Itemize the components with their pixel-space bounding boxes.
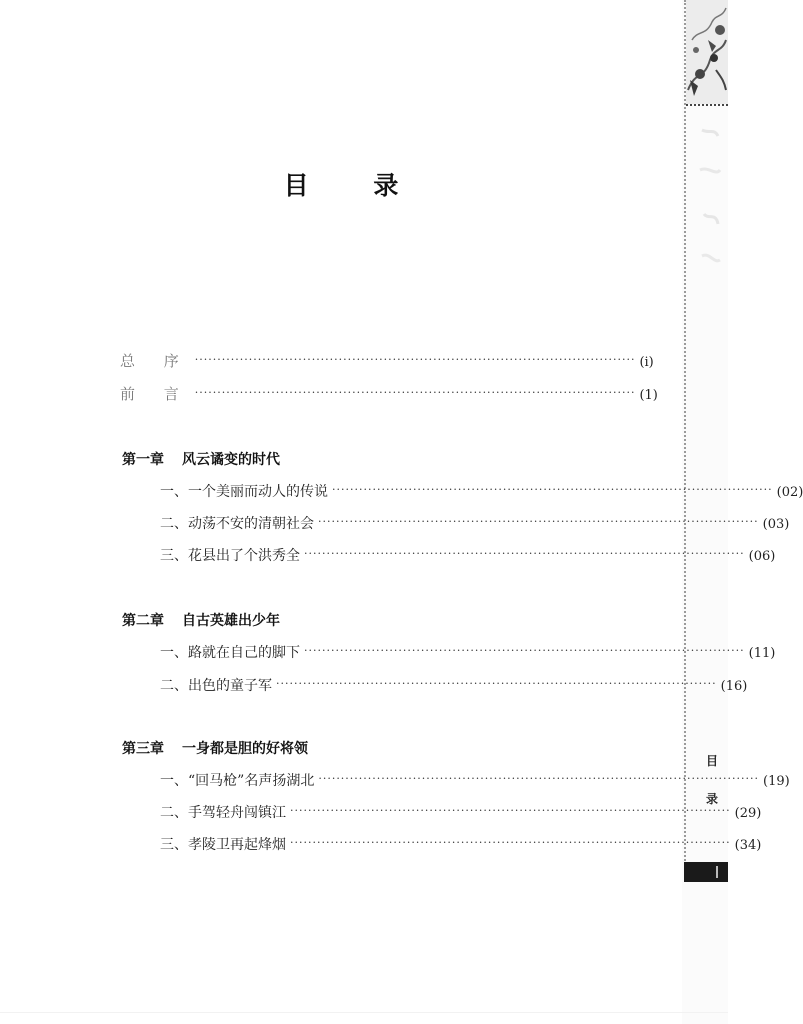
toc-entry-label: 二、出色的童子军 — [160, 678, 272, 694]
margin-label-top: 目 — [705, 754, 718, 768]
chapter-number: 第一章 — [122, 452, 164, 468]
toc-section-1-2[interactable] — [160, 513, 790, 533]
page-title: 目 录 — [283, 171, 427, 200]
margin-page-tab — [684, 862, 728, 882]
dot-leader: ·································································································· — [318, 772, 759, 785]
toc-entry-label: 一、“回马枪”名声扬湖北 — [160, 773, 315, 789]
dot-leader: ·································································································· — [290, 836, 731, 849]
toc-entry-page: (11) — [748, 646, 776, 661]
dot-leader: ·································································································· — [194, 353, 636, 366]
toc-entry-label: 二、手驾轻舟闯镇江 — [160, 805, 286, 821]
dot-leader: ·································································································· — [318, 515, 759, 528]
toc-entry-label: 一、一个美丽而动人的传说 — [160, 484, 328, 500]
toc-entry-page: (1) — [639, 388, 658, 403]
chapter-number: 第二章 — [122, 613, 164, 629]
toc-section-1-1[interactable] — [160, 481, 803, 501]
dot-leader: ·································································································· — [276, 677, 717, 690]
toc-entry-label: 三、花县出了个洪秀全 — [160, 548, 300, 564]
toc-section-3-1[interactable] — [160, 770, 790, 790]
dot-leader: ·································································································· — [304, 547, 745, 560]
toc-entry-foreword[interactable] — [120, 383, 658, 404]
toc-entry-label: 总 序 — [120, 352, 191, 370]
dot-leader: ·································································································· — [332, 483, 773, 496]
toc-section-2-2[interactable] — [160, 675, 748, 695]
toc-section-1-3[interactable] — [160, 545, 776, 565]
bottom-edge-line — [0, 1012, 728, 1013]
toc-entry-page: (02) — [776, 485, 803, 500]
toc-entry-page: (03) — [762, 517, 790, 532]
toc-entry-page: (34) — [734, 838, 762, 853]
toc-entry-page: (06) — [748, 549, 776, 564]
toc-entry-page: (29) — [734, 806, 762, 821]
chapter-title: 风云谲变的时代 — [182, 452, 280, 468]
toc-section-3-3[interactable] — [160, 834, 762, 854]
chapter-heading-2[interactable] — [122, 610, 280, 630]
margin-dotted-border — [684, 0, 686, 880]
chapter-title: 自古英雄出少年 — [182, 613, 280, 629]
toc-entry-label: 二、动荡不安的清朝社会 — [160, 516, 314, 532]
margin-page-tab-mark — [716, 866, 718, 878]
margin-separator — [686, 104, 728, 106]
dot-leader: ·································································································· — [194, 386, 636, 399]
toc-entry-page: (16) — [720, 679, 748, 694]
chapter-number: 第三章 — [122, 741, 164, 757]
toc-section-2-1[interactable] — [160, 642, 776, 662]
chapter-heading-3[interactable] — [122, 738, 308, 758]
toc-entry-page: (ⅰ) — [639, 355, 654, 370]
margin-label-bottom: 录 — [705, 792, 718, 806]
dot-leader: ·································································································· — [304, 644, 745, 657]
chapter-title: 一身都是胆的好将领 — [182, 741, 308, 757]
dot-leader: ·································································································· — [290, 804, 731, 817]
toc-entry-preface-general[interactable] — [120, 350, 654, 371]
toc-entry-page: (19) — [763, 774, 790, 789]
toc-entry-label: 三、孝陵卫再起烽烟 — [160, 837, 286, 853]
toc-section-3-2[interactable] — [160, 802, 762, 822]
toc-entry-label: 前 言 — [120, 385, 191, 403]
chapter-heading-1[interactable] — [122, 449, 280, 469]
toc-entry-label: 一、路就在自己的脚下 — [160, 645, 300, 661]
margin-ink-artwork — [686, 0, 728, 104]
